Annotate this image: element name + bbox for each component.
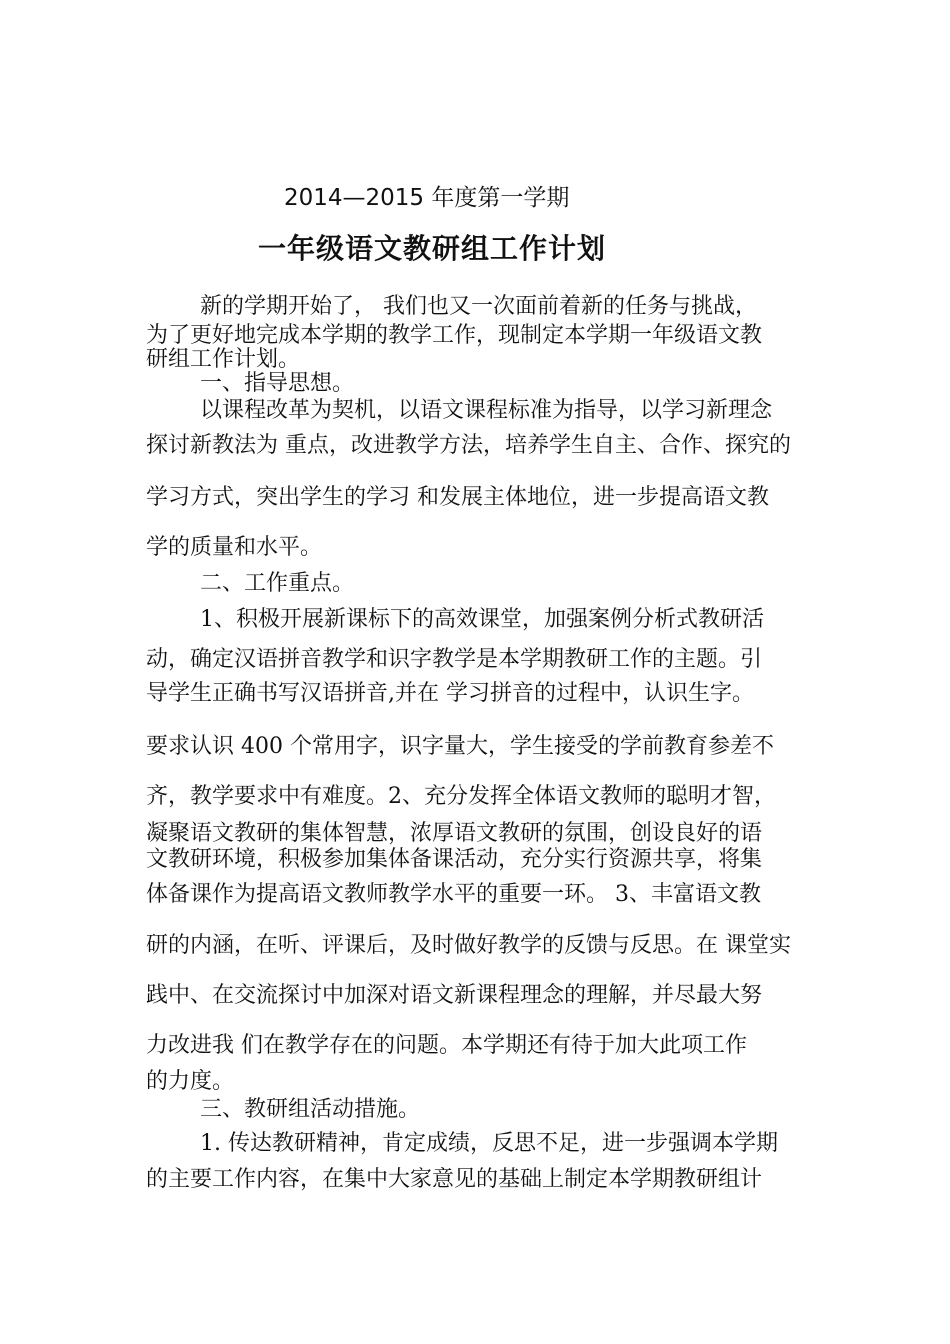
paragraph-line: 学的质量和水平。 [146,535,323,560]
paragraph-line: 研组工作计划。 [146,347,301,372]
paragraph-line: 的主要工作内容，在集中大家意见的基础上制定本学期教研组计 [146,1167,763,1192]
paragraph-line: 导学生正确书写汉语拼音,并在 学习拼音的过程中，认识生字。 [146,681,754,706]
section-heading: 二、工作重点。 [200,571,355,596]
paragraph-line: 研的内涵，在听、评课后，及时做好教学的反馈与反思。在 课堂实 [146,933,791,958]
paragraph-line: 学习方式，突出学生的学习 和发展主体地位，进一步提高语文教 [146,485,769,510]
document-title: 一年级语文教研组工作计划 [258,232,607,265]
paragraph-line: 为了更好地完成本学期的教学工作，现制定本学期一年级语文教 [146,323,763,348]
section-heading: 一、指导思想。 [200,371,355,396]
document-subtitle: 2014—2015 年度第一学期 [284,185,570,211]
paragraph-line: 齐，教学要求中有难度。2、充分发挥全体语文教师的聪明才智， [146,784,776,809]
paragraph-line: 文教研环境，积极参加集体备课活动，充分实行资源共享，将集 [146,847,763,872]
paragraph-line: 探讨新教法为 重点，改进教学方法，培养学生自主、合作、探究的 [146,433,791,458]
paragraph-line: 1、积极开展新课标下的高效课堂，加强案例分析式教研活 [200,607,764,632]
paragraph-line: 要求认识 400 个常用字，识字量大，学生接受的学前教育参差不 [146,734,774,759]
paragraph-line: 新的学期开始了， 我们也又一次面前着新的任务与挑战， [200,294,757,319]
paragraph-line: 力改进我 们在教学存在的问题。本学期还有待于加大此项工作 [146,1033,747,1058]
paragraph-line: 的力度。 [146,1069,235,1094]
paragraph-line: 践中、在交流探讨中加深对语文新课程理念的理解，并尽最大努 [146,983,763,1008]
section-heading: 三、教研组活动措施。 [200,1097,421,1122]
paragraph-line: 以课程改革为契机，以语文课程标准为指导，以学习新理念 [200,398,773,423]
paragraph-line: 体备课作为提高语文教师教学水平的重要一环。 3、丰富语文教 [146,882,761,907]
paragraph-line: 凝聚语文教研的集体智慧，浓厚语文教研的氛围，创设良好的语 [146,821,763,846]
paragraph-line: 1. 传达教研精神，肯定成绩，反思不足，进一步强调本学期 [200,1131,778,1156]
paragraph-line: 动，确定汉语拼音教学和识字教学是本学期教研工作的主题。引 [146,647,763,672]
